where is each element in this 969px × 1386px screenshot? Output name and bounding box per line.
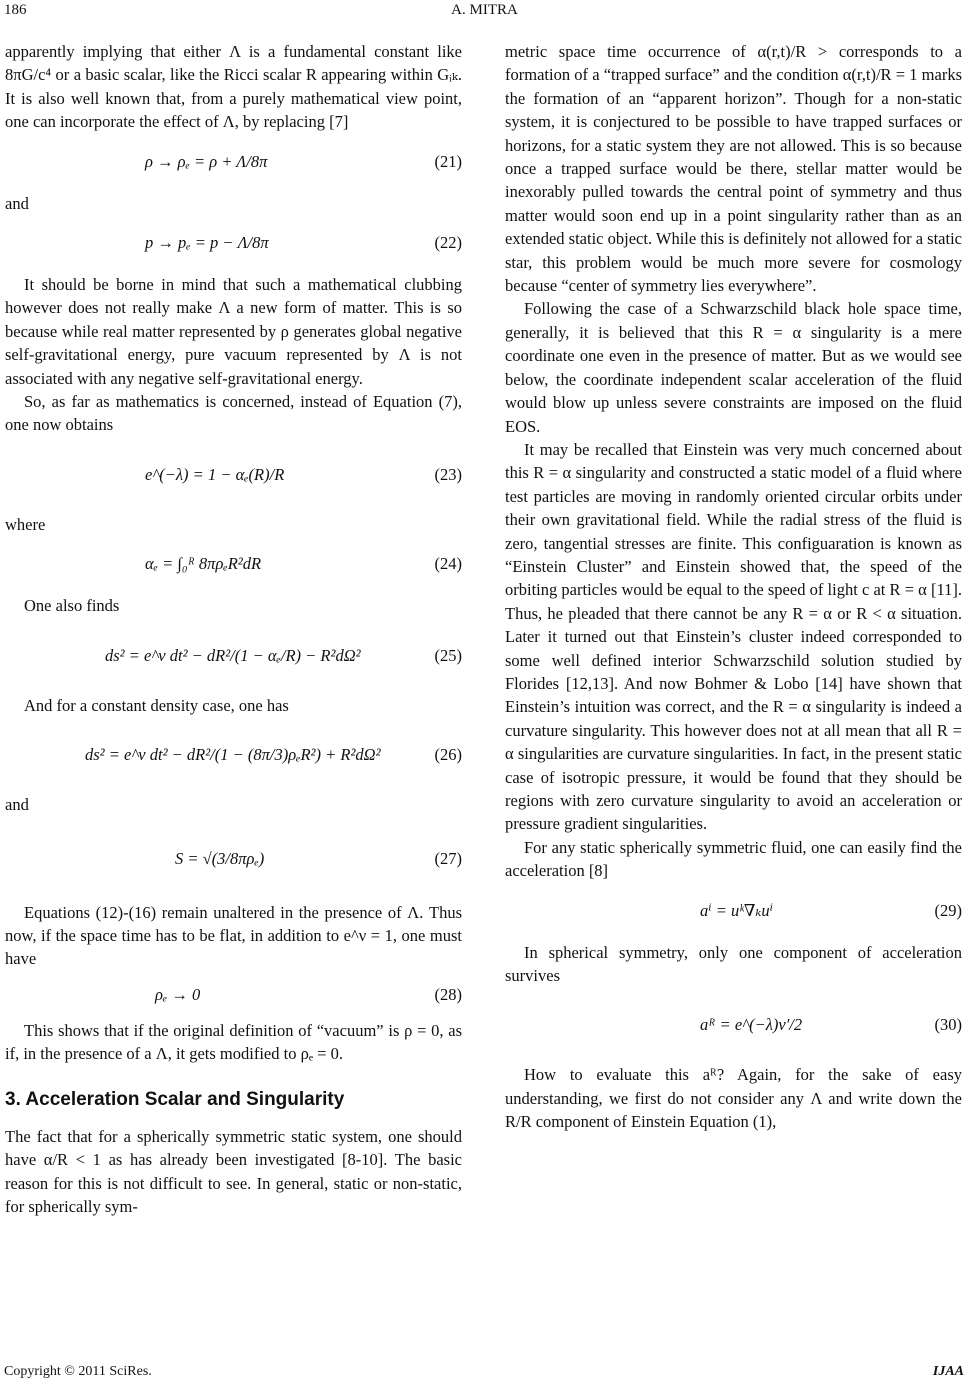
paragraph: It should be borne in mind that such a mathematical clubbing however does not really make Λ a new form of matter. This is so because while real matter represented by ρ generates global negative self-gravitational energy, pure vacuum represented by Λ is not associated with any negative self-gravitational energy.: [5, 275, 462, 388]
equation-28: [5, 977, 462, 1013]
equation-23: [5, 443, 462, 507]
equation-body: e^(−λ) = 1 − αₑ(R)/R: [145, 464, 285, 484]
equation-body: S = √(3/8πρₑ): [175, 848, 265, 868]
equation-body: ρₑ → 0: [155, 984, 201, 1004]
copyright-notice: Copyright © 2011 SciRes.: [4, 1364, 152, 1379]
right-column: [505, 40, 962, 1134]
equation-number: (27): [434, 848, 462, 868]
equation-number: (28): [434, 984, 462, 1004]
connector-text: where: [5, 514, 46, 534]
equation-number: (22): [434, 233, 462, 253]
equation-body: ρ → ρₑ = ρ + Λ/8π: [145, 151, 268, 171]
page-header: [0, 0, 969, 26]
running-author: A. MITRA: [451, 2, 518, 18]
equation-22: [5, 221, 462, 267]
section-heading: 3. Acceleration Scalar and Singularity: [5, 1088, 345, 1110]
equation-number: (30): [934, 1015, 962, 1035]
paragraph: apparently implying that either Λ is a fundamental constant like 8πG/c⁴ or a basic scalar, like the Ricci scalar R appearing within Gᵢₖ. It is also well known that, from a purely mathematical view point, one can incorporate the effect of Λ, by replacing [7]: [5, 42, 462, 132]
paragraph: For any static spherically symmetric fluid, one can easily find the acceleration [8]: [505, 837, 962, 881]
equation-body: ds² = e^ν dt² − dR²/(1 − (8π/3)ρₑR²) + R²dΩ²: [85, 745, 381, 765]
equation-24: [5, 542, 462, 588]
paragraph: How to evaluate this aᴿ? Again, for the sake of easy understanding, we first do not consider any Λ and write down the R/R component of Einstein Equation (1),: [505, 1065, 962, 1132]
equation-body: ds² = e^ν dt² − dR²/(1 − αₑ/R) − R²dΩ²: [105, 645, 361, 665]
equation-26: [5, 723, 462, 787]
page-number: 186: [4, 2, 27, 18]
paragraph: Following the case of a Schwarzschild black hole space time, generally, it is believed that this R = α singularity is a mere coordinate one even in the presence of matter. But as we would see below, the coordinate independent scalar acceleration of the fluid would blow up unless severe constraints are imposed on the fluid EOS.: [505, 299, 962, 436]
equation-30: [505, 993, 962, 1057]
equation-number: (29): [934, 900, 962, 920]
connector-text: and: [5, 795, 29, 815]
equation-number: (23): [434, 464, 462, 484]
equation-number: (25): [434, 645, 462, 665]
equation-number: (21): [434, 151, 462, 171]
journal-abbreviation: IJAA: [932, 1364, 964, 1379]
paragraph: metric space time occurrence of α(r,t)/R > corresponds to a formation of a “trapped surface” and the condition α(r,t)/R = 1 marks the formation of an “apparent horizon”. Though for a non-static system, it is conjectured to be possible to have trapped surfaces or horizons, for a static system they are not allowed. This is so because once a trapped surface would be there, stellar matter would be inexorably pulled towards the central point of symmetry and thus matter would soon end up in a point singularity rather than as an extended static object. While this is definitely not allowed for a static star, this problem would be much more severe for cosmology because “center of symmetry lies everywhere”.: [505, 42, 962, 296]
equation-number: (26): [434, 745, 462, 765]
equation-29: [505, 889, 962, 935]
equation-body: aⁱ = uᵏ∇ₖuⁱ: [700, 900, 773, 920]
paragraph: And for a constant density case, one has: [24, 695, 289, 715]
equation-body: αₑ = ∫₀ᴿ 8πρₑR²dR: [145, 554, 262, 574]
paragraph: In spherical symmetry, only one component of acceleration survives: [505, 942, 962, 986]
paragraph: One also finds: [24, 596, 120, 616]
equation-21: [5, 140, 462, 186]
paragraph: The fact that for a spherically symmetric static system, one should have α/R < 1 as has already been investigated [8-10]. The basic reason for this is not difficult to see. In general, static or non-static, for spherically sym-: [5, 1126, 462, 1217]
equation-body: p → pₑ = p − Λ/8π: [145, 233, 269, 253]
paragraph: This shows that if the original definition of “vacuum” is ρ = 0, as if, in the presence of a Λ, it gets modified to ρₑ = 0.: [5, 1020, 462, 1064]
equation-number: (24): [434, 554, 462, 574]
equation-body: aᴿ = e^(−λ)ν′/2: [700, 1015, 803, 1035]
paragraph: It may be recalled that Einstein was very much concerned about this R = α singularity and constructed a static model of a fluid where test particles are moving in randomly oriented circular orbits under their own gravitational field. While the radial stress of the fluid is zero, tangential stresses are finite. This configuaration is known as “Einstein Cluster” and Einstein showed that, the speed of the orbiting particles would be equal to the speed of light c at R = α [11]. Thus, he pleaded that there cannot be any R = α or R < α situation. Later it turned out that Einstein’s cluster indeed corresponded to some well defined interior Schwarzschild solution studied by Florides [12,13]. And now Bohmer & Lobo [14] have shown that Einstein’s intuition was correct, and the R = α singularity is indeed a curvature singularity. This however does not at all mean that all R = α singularities are curvature singularities. In fact, in the present static case of isotropic pressure, it would be found that they should be regions with zero curvature singularity to avoid an acceleration or pressure gradient singularities.: [505, 439, 962, 834]
paragraph: So, as far as mathematics is concerned, instead of Equation (7), one now obtains: [5, 392, 462, 435]
connector-text: and: [5, 193, 29, 213]
left-column: [5, 40, 462, 1219]
paragraph: Equations (12)-(16) remain unaltered in the presence of Λ. Thus now, if the space time has to be flat, in addition to e^ν = 1, one must have: [5, 902, 462, 969]
equation-27: [5, 823, 462, 895]
equation-25: [5, 624, 462, 688]
page-footer: [4, 1364, 964, 1380]
